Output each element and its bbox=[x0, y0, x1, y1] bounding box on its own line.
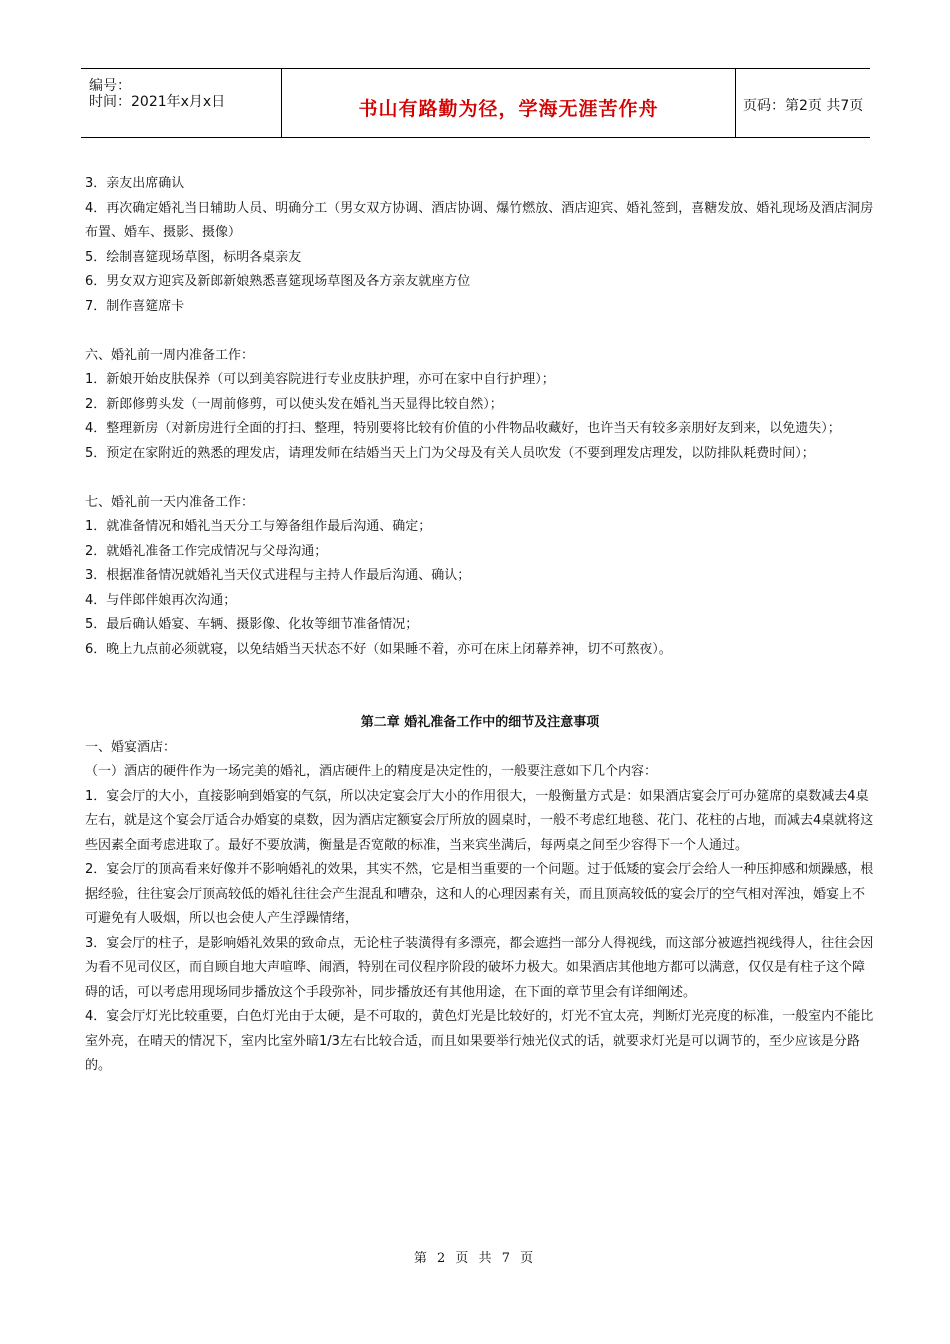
document-date-label: 时间：2021年x月x日 bbox=[89, 94, 226, 110]
list-item: 2．宴会厅的顶高看来好像并不影响婚礼的效果，其实不然，它是相当重要的一个问题。过于低矮的宴会厅会给人一种压抑感和烦躁感，根据经验，往往宴会厅顶高较低的婚礼往往会产生混乱和嘈杂，这和人的心理因素有关，而且顶高较低的宴会厅的空气相对浑浊，婚宴上不可避免有人吸烟，所以也会使人产生浮躁情绪， bbox=[85, 862, 874, 926]
header-page-cell bbox=[735, 69, 870, 137]
list-item: 3．亲友出席确认 bbox=[85, 176, 185, 191]
list-item: 3．宴会厅的柱子，是影响婚礼效果的致命点，无论柱子装潢得有多漂亮，都会遮挡一部分人得视线，而这部分被遮挡视线得人，往往会因为看不见司仪区，而自顾自地大声喧哗、闹酒，特别在司仪程序阶段的破坏力极大。如果酒店其他地方都可以满意，仅仅是有柱子这个障碍的话，可以考虑用现场同步播放这个手段弥补，同步播放还有其他用途，在下面的章节里会有详细阐述。 bbox=[85, 935, 874, 1000]
list-item: 7．制作喜筵席卡 bbox=[85, 298, 185, 314]
list-item: 2．就婚礼准备工作完成情况与父母沟通； bbox=[85, 543, 328, 559]
header-left-cell bbox=[81, 69, 281, 137]
header-motto-cell bbox=[281, 69, 736, 137]
list-item: 6．男女双方迎宾及新郎新娘熟悉喜筵现场草图及各方亲友就座方位 bbox=[85, 274, 471, 289]
list-item: 2．新郎修剪头发（一周前修剪，可以使头发在婚礼当天显得比较自然）； bbox=[85, 396, 503, 412]
list-item: 1．新娘开始皮肤保养（可以到美容院进行专业皮肤护理，亦可在家中自行护理）； bbox=[85, 372, 555, 387]
section-heading: 六、婚礼前一周内准备工作： bbox=[85, 347, 255, 363]
list-item: 1．就准备情况和婚礼当天分工与筹备组作最后沟通、确定； bbox=[85, 519, 432, 534]
page-footer: 第 2 页 共 7 页 bbox=[413, 1251, 537, 1266]
list-item: 4．宴会厅灯光比较重要，白色灯光由于太硬，是不可取的，黄色灯光是比较好的，灯光不宜太亮，判断灯光亮度的标准，一般室内不能比室外亮，在晴天的情况下，室内比室外暗1/3左右比较合适，而且如果要举行烛光仪式的话，就要求灯光是可以调节的，至少应该是分路的。 bbox=[85, 1009, 874, 1073]
list-item: 5．预定在家附近的熟悉的理发店，请理发师在结婚当天上门为父母及有关人员吹发（不要到理发店理发，以防排队耗费时间）； bbox=[85, 445, 815, 461]
list-item: 1．宴会厅的大小，直接影响到婚宴的气氛，所以决定宴会厅大小的作用很大，一般衡量方式是：如果酒店宴会厅可办筵席的桌数减去4桌左右，就是这个宴会厅适合办婚宴的桌数，因为酒店定额宴会厅所放的圆桌时，一般不考虑红地毯、花门、花柱的占地，而减去4桌就将这些因素全面考虑进取了。最好不要放满，衡量是否宽敞的标准，当来宾坐满后，每两桌之间至少容得下一个人通过。 bbox=[85, 788, 874, 853]
section-heading: 七、婚礼前一天内准备工作： bbox=[85, 494, 255, 510]
list-item: 4．再次确定婚礼当日辅助人员、明确分工（男女双方协调、酒店协调、爆竹燃放、酒店迎宾、婚礼签到，喜糖发放、婚礼现场及酒店洞房布置、婚车、摄影、摄像） bbox=[85, 200, 874, 240]
chapter-title: 第二章 婚礼准备工作中的细节及注意事项 bbox=[360, 715, 600, 730]
document-body bbox=[85, 172, 875, 1079]
list-item: 5．绘制喜筵现场草图，标明各桌亲友 bbox=[85, 249, 302, 265]
list-item: 6．晚上九点前必须就寝，以免结婚当天状态不好（如果睡不着，亦可在床上闭幕养神，切不可熬夜）。 bbox=[85, 641, 672, 657]
document-number-label: 编号： bbox=[89, 78, 131, 94]
list-item: 3．根据准备情况就婚礼当天仪式进程与主持人作最后沟通、确认； bbox=[85, 568, 471, 583]
list-item: 4．整理新房（对新房进行全面的打扫、整理，特别要将比较有价值的小件物品收藏好，也许当天有较多亲朋好友到来，以免遗失）； bbox=[85, 421, 841, 436]
paragraph: （一）酒店的硬件作为一场完美的婚礼，酒店硬件上的精度是决定性的，一般要注意如下几个内容： bbox=[85, 764, 658, 779]
header-motto: 书山有路勤为径，学海无涯苦作舟 bbox=[358, 98, 659, 120]
list-item: 4．与伴郎伴娘再次沟通； bbox=[85, 592, 237, 608]
list-item: 5．最后确认婚宴、车辆、摄影像、化妆等细节准备情况； bbox=[85, 617, 419, 632]
section-heading: 一、婚宴酒店： bbox=[85, 739, 177, 755]
page-header bbox=[81, 68, 870, 138]
header-page-number: 页码：第2页 共7页 bbox=[743, 98, 864, 114]
